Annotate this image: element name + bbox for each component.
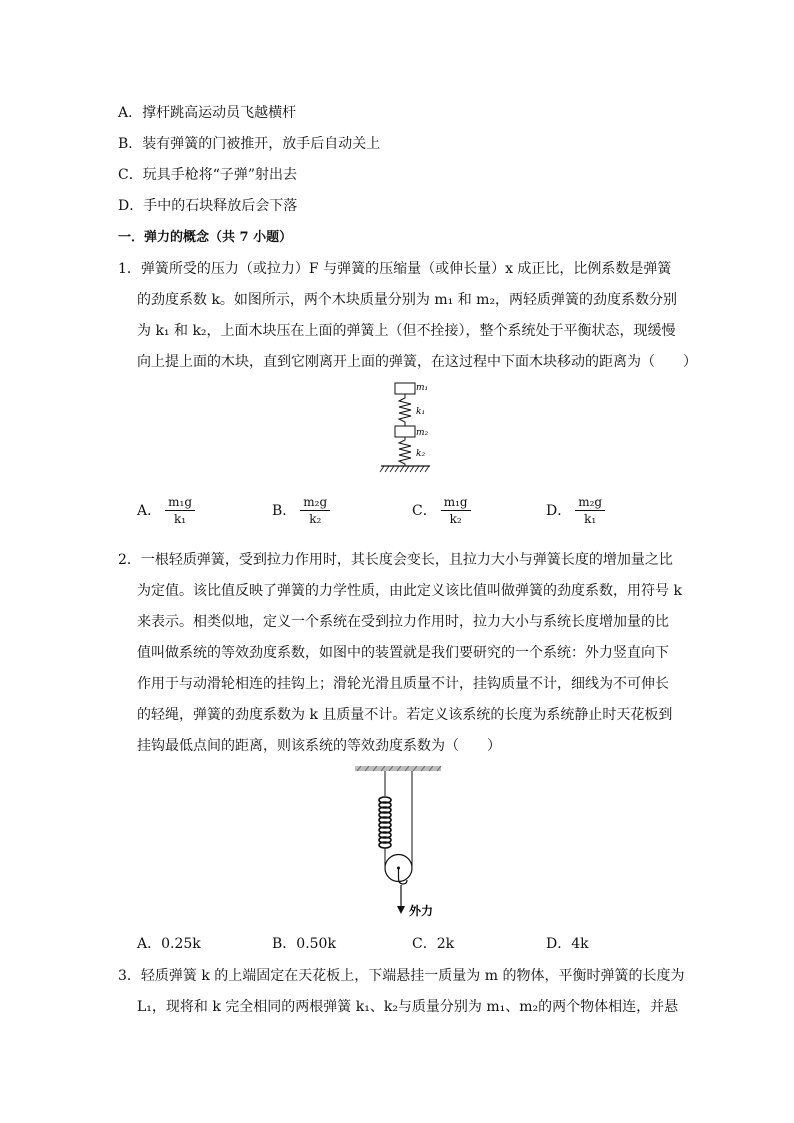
- q1-option-c: [412, 494, 471, 527]
- label-k1: k₁: [416, 407, 426, 417]
- q2-line-2: 为定值。该比值反映了弹簧的力学性质，由此定义该比值叫做弹簧的劲度系数，用符号 k: [137, 583, 682, 599]
- q1-option-b: [272, 494, 330, 527]
- q2-option-b: B．0.50k: [272, 936, 336, 952]
- intro-option-d: D．手中的石块释放后会下落: [118, 198, 298, 214]
- q2-line-4: 值叫做系统的等效劲度系数，如图中的装置就是我们要研究的一个系统：外力竖直向下: [137, 645, 669, 661]
- q3-line-1: 3．轻质弹簧 k 的上端固定在天花板上，下端悬挂一质量为 m 的物体，平衡时弹簧的长度为: [118, 968, 685, 984]
- q1-option-c-fraction: [441, 494, 471, 527]
- q1-option-b-numerator: m₂g: [300, 494, 330, 511]
- intro-option-a: A．撑杆跳高运动员飞越横杆: [118, 105, 297, 121]
- q2-line-1: 2．一根轻质弹簧，受到拉力作用时，其长度会变长，且拉力大小与弹簧长度的增加量之比: [118, 552, 673, 568]
- q1-line-4: 向上提上面的木块，直到它刚离开上面的弹簧，在这过程中下面木块移动的距离为（ ）: [137, 354, 697, 370]
- q1-option-d-denominator: k₁: [584, 512, 597, 526]
- external-force-label: 外力: [409, 904, 434, 918]
- intro-option-b: B．装有弹簧的门被推开，放手后自动关上: [118, 136, 381, 152]
- q2-line-5: 作用于与动滑轮相连的挂钩上；滑轮光滑且质量不计，挂钩质量不计，细线为不可伸长: [137, 676, 669, 692]
- q1-option-d-fraction: [575, 494, 605, 527]
- q1-option-b-letter: B．: [272, 502, 297, 519]
- q2-line-3: 来表示。相类似地，定义一个系统在受到拉力作用时，拉力大小与系统长度增加量的比: [137, 614, 669, 630]
- q2-line-6: 的轻绳，弹簧的劲度系数为 k 且质量不计。若定义该系统的长度为系统静止时天花板到: [137, 707, 673, 723]
- q1-option-a-numerator: m₁g: [165, 494, 195, 511]
- q2-option-a: A．0.25k: [137, 936, 201, 952]
- q1-option-c-denominator: k₂: [449, 512, 462, 526]
- q1-line-1: 1．弹簧所受的压力（或拉力）F 与弹簧的压缩量（或伸长量）x 成正比，比例系数是弹簧: [118, 261, 672, 277]
- q1-option-d: [546, 494, 605, 527]
- q1-spring-block-figure: [378, 378, 438, 478]
- q1-option-a-letter: A．: [137, 502, 162, 519]
- q1-option-a-denominator: k₁: [174, 512, 187, 526]
- q2-pulley-figure: [355, 762, 445, 922]
- q1-option-a: [137, 494, 195, 527]
- q1-option-a-fraction: [165, 494, 195, 527]
- q2-line-7: 挂钩最低点间的距离，则该系统的等效劲度系数为（ ）: [137, 738, 501, 754]
- section-title: 一．弹力的概念（共 7 小题）: [118, 230, 293, 245]
- q3-line-2: L₁，现将和 k 完全相同的两根弹簧 k₁、k₂与质量分别为 m₁、m₂的两个物体相连，并悬: [137, 999, 679, 1015]
- q1-option-b-denominator: k₂: [309, 512, 322, 526]
- q1-option-c-letter: C．: [412, 502, 437, 519]
- q1-option-b-fraction: [300, 494, 330, 527]
- intro-option-c: C．玩具手枪将“子弹”射出去: [118, 167, 298, 183]
- q1-option-d-letter: D．: [546, 502, 572, 519]
- label-m1: m₁: [416, 383, 429, 393]
- q1-option-d-numerator: m₂g: [575, 494, 605, 511]
- q1-line-2: 的劲度系数 k。如图所示，两个木块质量分别为 m₁ 和 m₂，两轻质弹簧的劲度系数分别: [137, 292, 678, 308]
- q1-option-c-numerator: m₁g: [441, 494, 471, 511]
- q2-option-d: D．4k: [546, 936, 589, 952]
- q2-option-c: C．2k: [412, 936, 455, 952]
- label-k2: k₂: [416, 449, 426, 459]
- label-m2: m₂: [416, 428, 429, 438]
- q1-line-3: 为 k₁ 和 k₂，上面木块压在上面的弹簧上（但不拴接），整个系统处于平衡状态，现缓慢: [137, 323, 676, 339]
